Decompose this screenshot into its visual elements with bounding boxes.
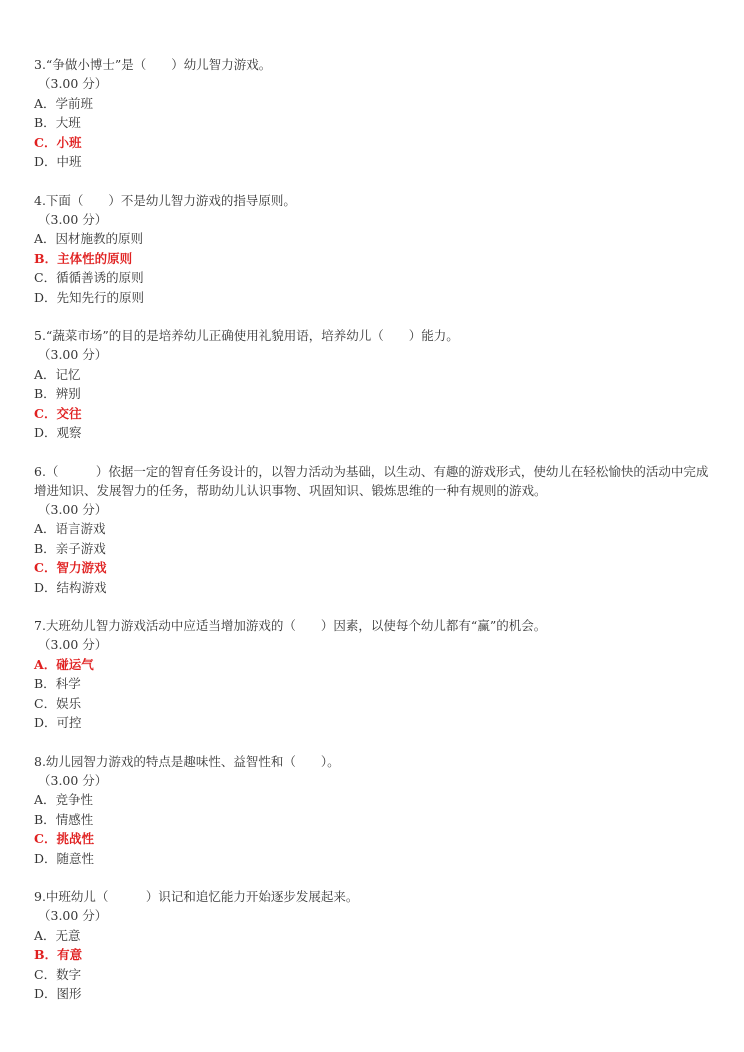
option-text: 挑战性 [56,831,94,846]
answer-option [34,365,714,385]
correct-answer-option [34,133,714,153]
option-letter: B． [34,676,56,691]
option-letter: B． [34,250,58,266]
option-text: 竞争性 [55,792,94,807]
correct-answer-option [34,558,714,578]
option-letter: C． [34,270,57,285]
option-letter: D． [34,579,57,595]
option-text: 辨别 [55,386,81,401]
answer-option [34,810,714,830]
question-score: （3.00 分） [38,76,108,91]
correct-answer-option [34,945,714,965]
question-stem: 3.“争做小博士”是（ ）幼儿智力游戏。 [34,57,272,72]
answer-option [34,423,714,443]
answer-option [34,268,714,288]
option-text: 智力游戏 [56,560,107,575]
option-letter: D． [34,289,57,305]
question-score: （3.00 分） [38,347,108,362]
option-text: 无意 [55,927,81,943]
option-letter: C． [34,134,57,150]
option-text: 亲子游戏 [55,540,106,556]
option-text: 随意性 [56,850,95,866]
option-letter: B． [34,811,56,827]
option-letter: B． [34,540,56,556]
option-letter: C． [34,560,57,575]
answer-option [34,94,714,114]
option-text: 情感性 [55,811,94,827]
answer-option [34,519,714,539]
answer-option [34,288,714,308]
option-text: 娱乐 [56,695,82,711]
option-letter: D． [34,850,57,866]
option-text: 学前班 [55,95,94,111]
option-text: 图形 [56,986,82,1001]
option-letter: C． [34,405,57,421]
option-text: 中班 [56,154,82,169]
question-stem: 4.下面（ ）不是幼儿智力游戏的指导原则。 [34,192,296,208]
option-letter: D． [34,425,57,440]
question-block [34,326,714,443]
question-block [34,55,714,172]
question-score: （3.00 分） [38,772,108,788]
answer-option [34,965,714,985]
option-letter: B． [34,947,58,962]
option-letter: A． [34,95,56,111]
option-letter: A． [34,792,56,807]
option-letter: B． [34,115,56,130]
option-letter: C． [34,966,57,982]
question-stem: 7.大班幼儿智力游戏活动中应适当增加游戏的（ ）因素，以使每个幼儿都有“赢”的机会。 [34,618,547,633]
question-score: （3.00 分） [38,211,108,227]
option-text: 因材施教的原则 [55,231,144,246]
option-letter: A． [34,366,56,382]
answer-option [34,229,714,249]
option-letter: C． [34,695,57,711]
answer-option [34,113,714,133]
answer-option [34,694,714,714]
answer-option [34,984,714,1004]
option-letter: D． [34,986,57,1001]
question-stem: 9.中班幼儿（ ）识记和追忆能力开始逐步发展起来。 [34,889,359,904]
option-text: 先知先行的原则 [56,289,145,305]
question-score: （3.00 分） [38,637,108,652]
answer-option [34,674,714,694]
question-block [34,887,714,1004]
option-text: 可控 [56,715,82,730]
option-text: 碰运气 [56,656,94,672]
option-text: 大班 [55,115,81,130]
option-letter: D． [34,154,57,169]
question-stem: 8.幼儿园智力游戏的特点是趣味性、益智性和（ ）。 [34,753,340,769]
question-stem: 5.“蔬菜市场”的目的是培养幼儿正确使用礼貌用语，培养幼儿（ ）能力。 [34,328,459,343]
option-text: 数字 [56,966,82,982]
correct-answer-option [34,655,714,675]
answer-option [34,152,714,172]
option-text: 小班 [56,134,82,150]
question-block [34,752,714,869]
question-block [34,191,714,308]
option-text: 语言游戏 [55,521,106,536]
correct-answer-option [34,829,714,849]
option-text: 主体性的原则 [57,250,133,266]
option-letter: A． [34,231,56,246]
option-letter: C． [34,831,57,846]
option-text: 科学 [55,676,81,691]
option-letter: B． [34,386,56,401]
option-letter: A． [34,927,56,943]
answer-option [34,539,714,559]
option-letter: D． [34,715,57,730]
option-text: 循循善诱的原则 [56,270,144,285]
option-text: 结构游戏 [56,579,107,595]
option-text: 记忆 [55,366,81,382]
option-letter: A． [34,656,57,672]
correct-answer-option [34,249,714,269]
answer-option [34,926,714,946]
question-score: （3.00 分） [38,501,108,517]
answer-option [34,849,714,869]
answer-option [34,713,714,733]
question-score: （3.00 分） [38,908,108,923]
option-text: 交往 [56,405,82,421]
answer-option [34,578,714,598]
answer-option [34,790,714,810]
option-letter: A． [34,521,56,536]
option-text: 有意 [57,947,83,962]
correct-answer-option [34,404,714,424]
question-stem: 6.（ ）依据一定的智育任务设计的，以智力活动为基础，以生动、有趣的游戏形式，使幼儿在轻松愉快的活动中完成增进知识、发展智力的任务，帮助幼儿认识事物、巩固知识、锻炼思维的一种有规则的游戏。 [34,463,709,498]
question-block [34,616,714,733]
question-block [34,462,714,598]
option-text: 观察 [56,425,82,440]
answer-option [34,384,714,404]
